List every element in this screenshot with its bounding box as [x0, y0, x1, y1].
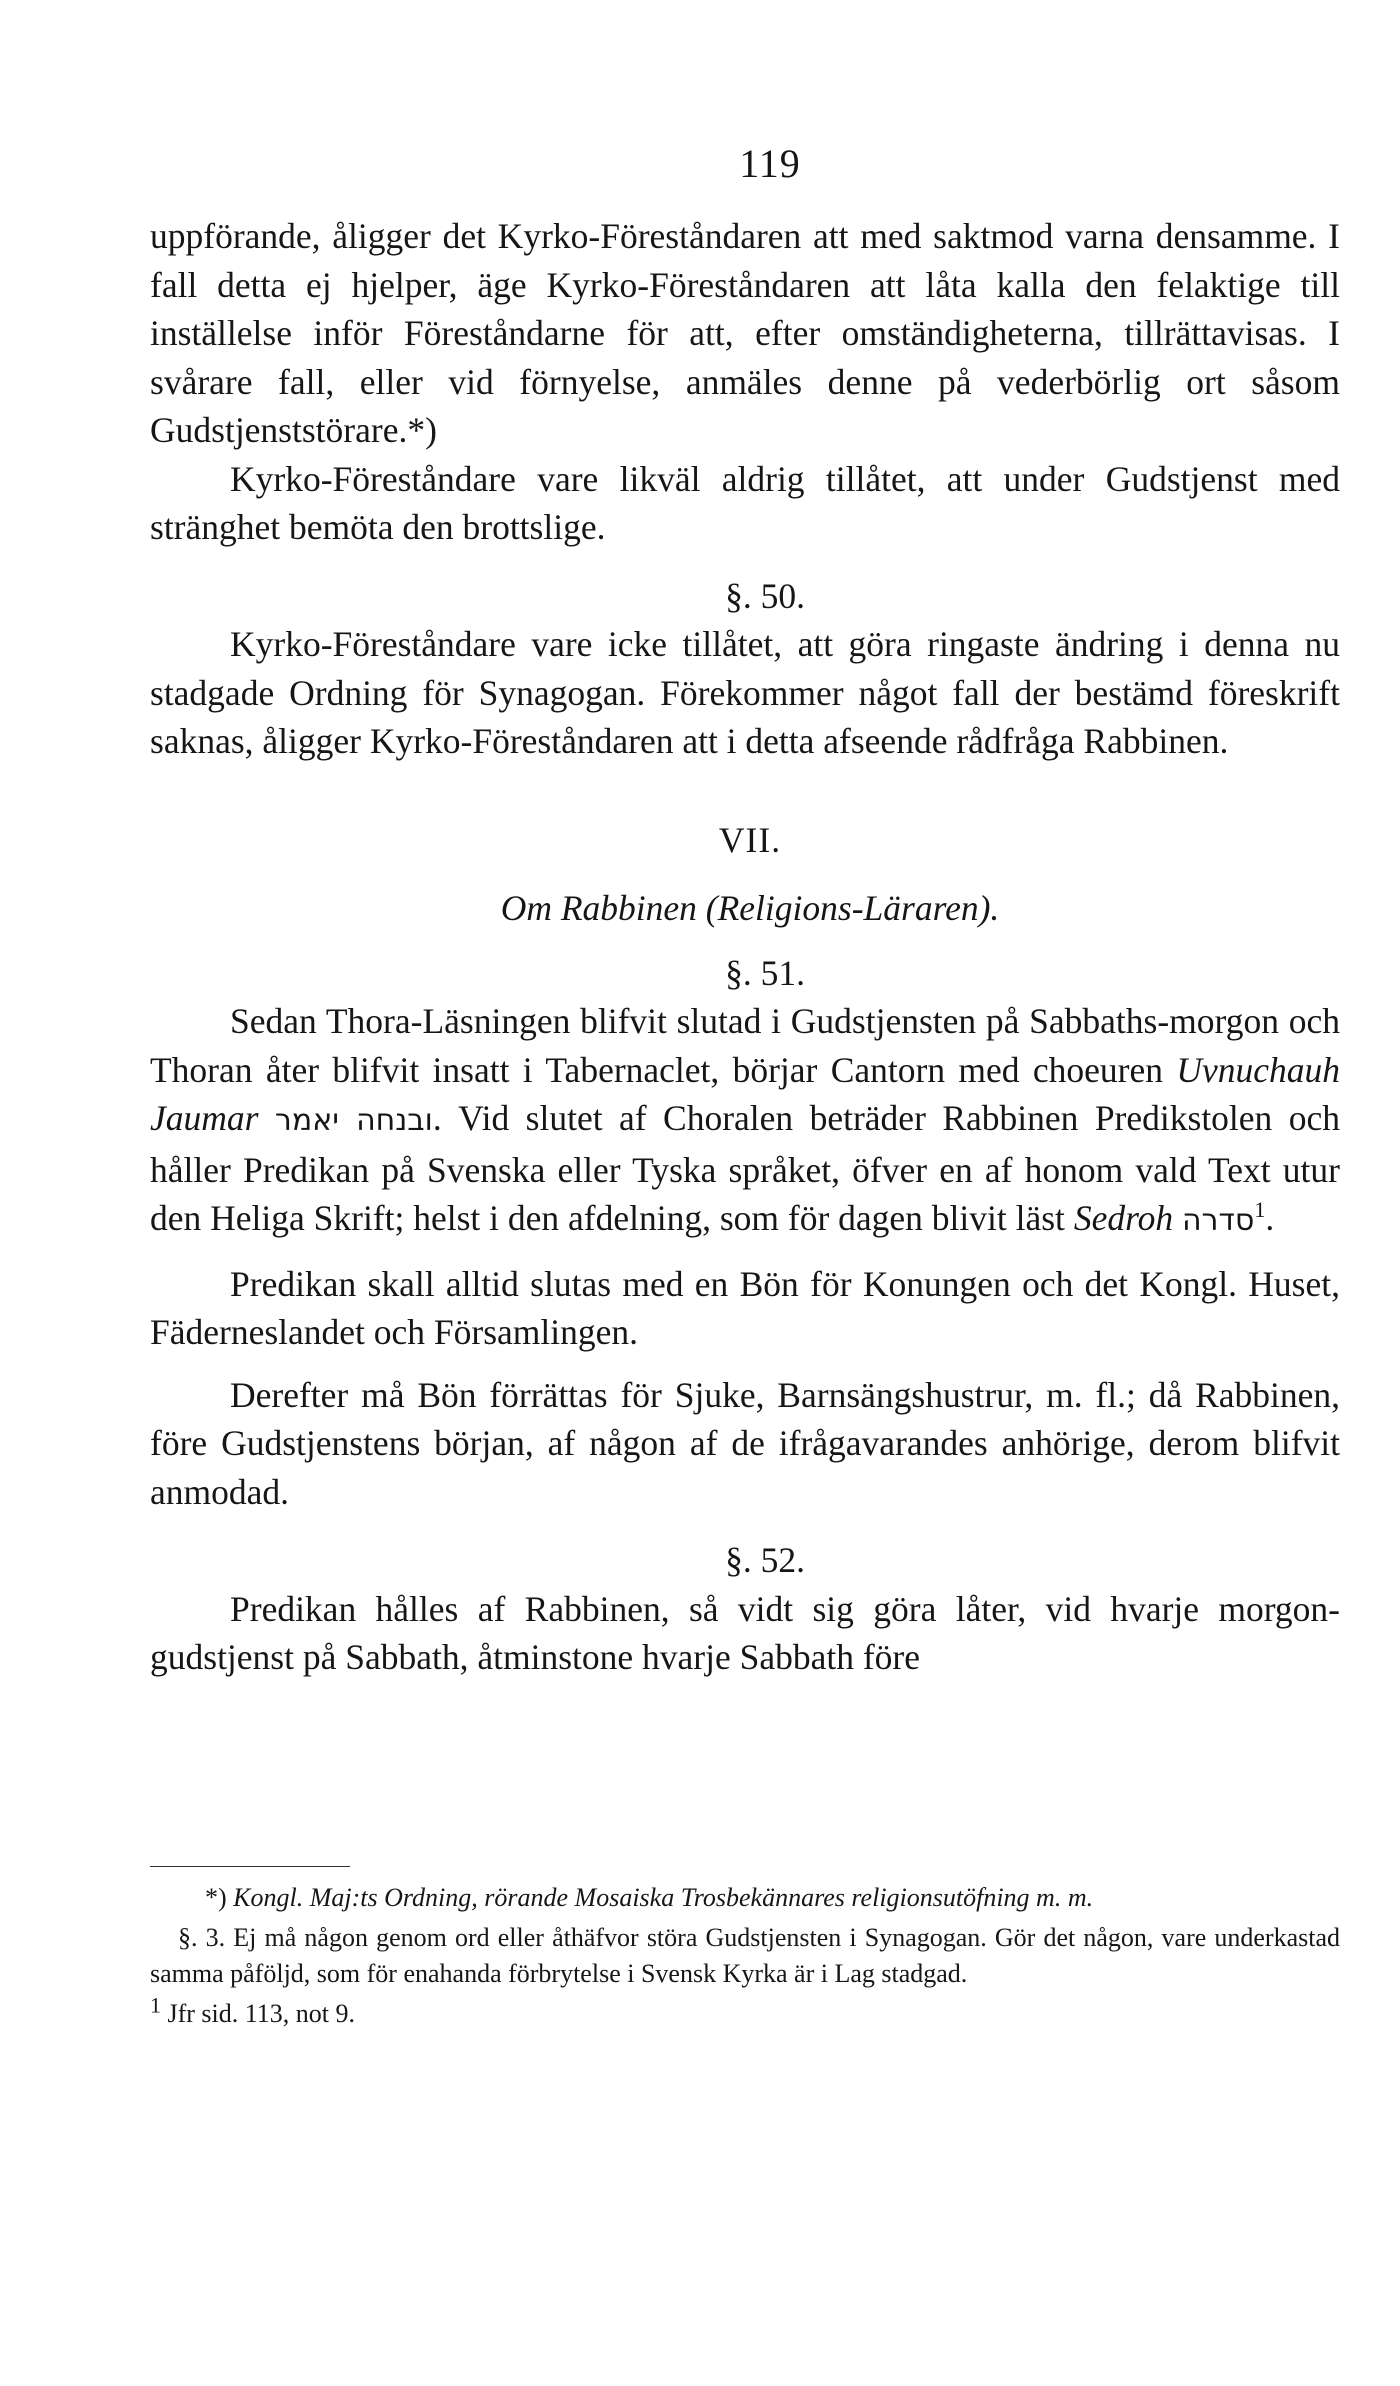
- paragraph-continued: uppförande, åligger det Kyrko-Föreståndaren att med saktmod varna densamme. I fall detta ej hjelper, äge Kyrko-Föreståndaren att låta kalla den felaktige till inställelse inför Föreståndarne för att, efter omständigheterna, tillrättavisas. I svårare fall, eller vid förnyelse, anmäles denne på vederbörlig ort såsom Gudstjenststörare.*): [150, 216, 1340, 450]
- main-text: [150, 212, 1340, 1682]
- footnote-ref-1: 1: [1254, 1197, 1266, 1223]
- footnote-1-text: Jfr sid. 113, not 9.: [167, 1999, 356, 2028]
- paragraph-section-50: Kyrko-Föreståndare vare icke tillåtet, att göra ringaste ändring i denna nu stadgade Ordning för Synagogan. Förekommer något fall der bestämd föreskrift saknas, åligger Kyrko-Föreståndaren att i detta afseende rådfråga Rabbinen.: [150, 624, 1340, 761]
- footnote-star: [150, 1880, 1340, 1916]
- chapter-title: Om Rabbinen (Religions-Läraren).: [500, 888, 1000, 928]
- paragraph-under-gudstjenst: Kyrko-Föreståndare vare likväl aldrig tillåtet, att under Gudstjenst med stränghet bemöta den brottslige.: [150, 458, 1340, 547]
- section-50-heading: §. 50.: [725, 575, 805, 616]
- footnote-law-section: §. 3.: [178, 1923, 226, 1952]
- paragraph-section-51: [150, 997, 1340, 1246]
- paragraph-prayer-king: Predikan skall alltid slutas med en Bön för Konungen och det Kongl. Huset, Fäderneslandet och Församlingen.: [150, 1263, 1340, 1352]
- footnote-law-text: Ej må någon genom ord eller åthäfvor störa Gudstjensten i Synagogan. Gör det någon, vare underkastad samma påföljd, som för enahanda förbrytelse i Svensk Kyrka är i Lag stadgad.: [150, 1923, 1341, 1988]
- footnote-law: [150, 1920, 1340, 1992]
- p4-italic-sedroh: Sedroh: [1073, 1198, 1174, 1238]
- page-number: 119: [739, 141, 801, 186]
- paragraph-section-52: Predikan hålles af Rabbinen, så vidt sig göra låter, vid hvarje morgon-gudstjenst på Sabbath, åtminstone hvarje Sabbath före: [150, 1588, 1340, 1677]
- chapter-number: VII.: [718, 819, 782, 860]
- footnote-star-text: Kongl. Maj:ts Ordning, rörande Mosaiska Trosbekännares religionsutöfning m. m.: [233, 1883, 1094, 1912]
- p4-text-c: .: [1265, 1198, 1275, 1238]
- footnote-star-mark: *): [205, 1883, 227, 1912]
- section-52-heading: §. 52.: [725, 1540, 805, 1580]
- p4-italic-uvnuchauh: Uvnuchauh Jaumar: [150, 1049, 1340, 1138]
- footnotes: [150, 1880, 1340, 2032]
- paragraph-prayer-sick: Derefter må Bön förrättas för Sjuke, Barnsängshustrur, m. fl.; då Rabbinen, före Gudstjenstens början, af någon af de ifrågavarandes anhörige, derom blifvit anmodad.: [150, 1374, 1340, 1512]
- footnote-1: [150, 1992, 1340, 2032]
- footnote-divider: [150, 1866, 350, 1867]
- hebrew-phrase-1: ובנחה יאמר: [274, 1103, 433, 1138]
- section-51-heading: §. 51.: [725, 952, 805, 993]
- p4-text-a: Sedan Thora-Läsningen blifvit slutad i Gudstjensten på Sabbaths-morgon och Thoran åter blifvit insatt i Tabernaclet, börjar Cantorn med choeuren: [150, 1001, 1340, 1090]
- hebrew-phrase-2: סדרה: [1181, 1203, 1255, 1238]
- p4-text-b: . Vid slutet af Choralen beträder Rabbinen Predikstolen och håller Predikan på Svenska eller Tyska språket, öfver en af honom vald Text utur den Heliga Skrift; helst i den afdelning, som för dagen blivit läst: [150, 1098, 1340, 1238]
- footnote-1-mark: 1: [150, 1992, 161, 2018]
